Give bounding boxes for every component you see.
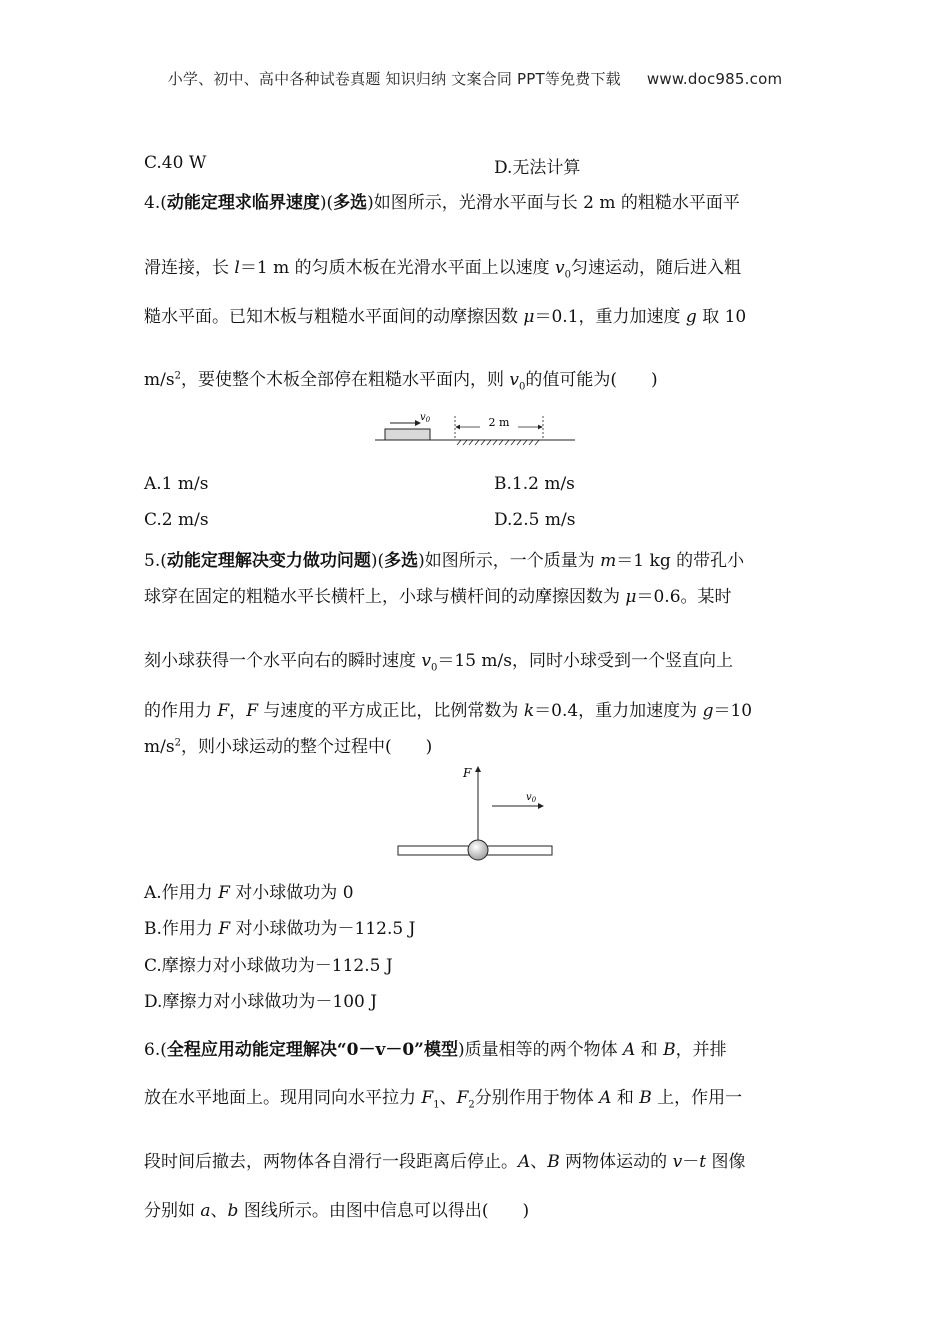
fig-length-label: 2 m bbox=[488, 416, 510, 429]
ball bbox=[468, 840, 488, 860]
q5-line-3: 刻小球获得一个水平向右的瞬时速度 $v_0=15$ m/s，同时小球受到一个竖直向上 bbox=[144, 651, 733, 674]
header-text: 小学、初中、高中各种试卷真题 知识归纳 文案合同 PPT等免费下载 bbox=[167, 70, 621, 88]
q4-option-d: D.2.5 m/s bbox=[494, 510, 576, 530]
q5-multi: 多选 bbox=[384, 551, 419, 571]
q6-line-1: 6.(全程应用动能定理解决“0－v－0”模型)质量相等的两个物体 A 和 B，并排 bbox=[144, 1040, 727, 1060]
q5-line-2: 球穿在固定的粗糙水平长横杆上，小球与横杆间的动摩擦因数为 μ＝0.6。某时 bbox=[144, 587, 732, 607]
q4-figure bbox=[370, 408, 580, 448]
q6-line-3: 段时间后撤去，两物体各自滑行一段距离后停止。A、B 两物体运动的 v－t 图像 bbox=[144, 1152, 746, 1172]
q4-option-a: A.1 m/s bbox=[144, 474, 209, 494]
q5-option-c: C.摩擦力对小球做功为－112.5 J bbox=[144, 956, 393, 976]
q4-line-3: 糙水平面。已知木板与粗糙水平面间的动摩擦因数 μ＝0.1，重力加速度 g 取 10 bbox=[144, 307, 747, 327]
q5-figure bbox=[395, 762, 557, 864]
q4-line-2: 滑连接，长 l＝1 m 的匀质木板在光滑水平面上以速度 $v_0$匀速运动，随后进入粗 bbox=[144, 258, 741, 281]
q5-line-5: $m/s^2$，则小球运动的整个过程中( ) bbox=[144, 737, 433, 757]
q5-option-a: A.作用力 F 对小球做功为 0 bbox=[144, 883, 354, 903]
q4-line-4: $m/s^2$，要使整个木板全部停在粗糙水平面内，则 $v_0$的值可能为( ) bbox=[144, 370, 658, 393]
header-site[interactable]: www.doc985.com bbox=[646, 70, 783, 88]
page-header bbox=[0, 68, 950, 89]
q4-multi: 多选 bbox=[333, 193, 368, 213]
q3-option-c: C.40 W bbox=[144, 153, 207, 173]
q5-tag: 动能定理解决变力做功问题 bbox=[166, 551, 371, 571]
q6-line-4: 分别如 a、b 图线所示。由图中信息可以得出( ) bbox=[144, 1201, 530, 1221]
q4-tag: 动能定理求临界速度 bbox=[166, 193, 320, 213]
q4-line-1: 4.(动能定理求临界速度)(多选)如图所示，光滑水平面与长 2 m 的粗糙水平面平 bbox=[144, 193, 740, 213]
q3-option-d: D.无法计算 bbox=[494, 158, 581, 178]
fig-v-label: $v_0$ bbox=[420, 412, 431, 424]
fig-v-label: $v_0$ bbox=[526, 792, 537, 804]
q5-line-4: 的作用力 F，F 与速度的平方成正比，比例常数为 k＝0.4，重力加速度为 g＝10 bbox=[144, 701, 753, 721]
fig-f-label: F bbox=[463, 766, 472, 780]
rough-hatching bbox=[457, 440, 539, 445]
board bbox=[385, 429, 430, 440]
q5-line-1: 5.(动能定理解决变力做功问题)(多选)如图所示，一个质量为 m＝1 kg 的带孔小 bbox=[144, 551, 745, 571]
q5-option-b: B.作用力 F 对小球做功为－112.5 J bbox=[144, 919, 416, 939]
q4-option-c: C.2 m/s bbox=[144, 510, 209, 530]
q5-option-d: D.摩擦力对小球做功为－100 J bbox=[144, 992, 378, 1012]
q6-tag: 全程应用动能定理解决“0－v－0”模型 bbox=[166, 1040, 458, 1060]
q4-option-b: B.1.2 m/s bbox=[494, 474, 575, 494]
q6-line-2: 放在水平地面上。现用同向水平拉力 $F_1$、$F_2$分别作用于物体 A 和 B 上，作用一 bbox=[144, 1088, 743, 1111]
